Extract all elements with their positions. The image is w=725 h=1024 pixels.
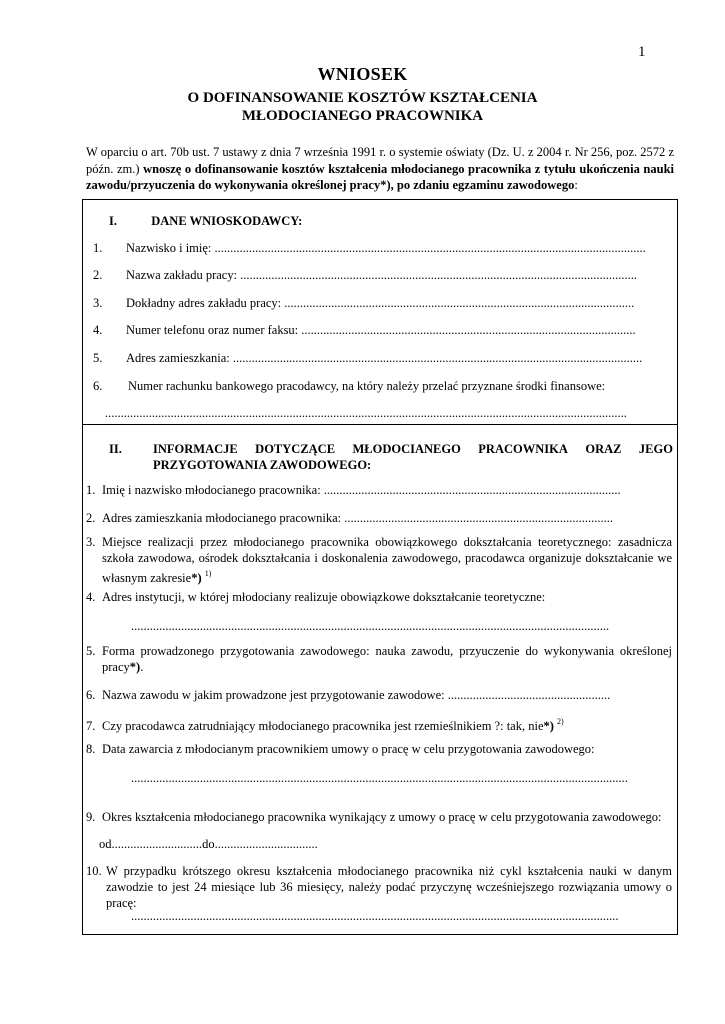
form-subtitle-line2: MŁODOCIANEGO PRACOWNIKA [241,108,484,124]
item-number: 2. [93,268,103,282]
training-form-text [102,643,672,675]
asterisk-mark: *) [191,571,202,585]
field-label: Adres instytucji, w której młodociany realizuje obowiązkowe dokształcanie teoretyczne: [102,590,546,604]
footnote-ref: 1) [204,569,212,578]
early-termination-field[interactable]: ............................................................................................................................................................ [131,909,619,923]
form-title: WNIOSEK [317,64,408,84]
item-number: 3. [86,535,96,549]
contract-date-field[interactable]: ............................................................................................................................................................... [131,771,628,785]
institution-address-label [86,589,545,605]
residence-address-field[interactable] [93,350,642,366]
intro-request: wnoszę o dofinansowanie kosztów kształcenia młodocianego pracownika z tytułu ukończenia nauki zawodu/przyuczenia do wykonywania określonej pracy*), po zdaniu egzaminu zawodowego [86,161,674,192]
section2-numeral: II. [109,442,122,456]
company-name-field[interactable] [93,267,637,283]
item-number: 1. [86,483,96,497]
intro-end: : [574,178,578,192]
field-label: Czy pracodawca zatrudniający młodocianego pracownika jest rzemieślnikiem ?: tak, nie [102,719,544,733]
item-number: 5. [86,644,96,658]
field-label: Imię i nazwisko młodocianego pracownika: ............................................................................................... [102,483,621,497]
item-number: 10. [86,864,102,878]
section2-heading-word: DOTYCZĄCE [255,442,336,456]
field-label: Adres zamieszkania młodocianego pracownika: ...................................................................................... [102,511,614,525]
page-number: 1 [638,44,646,60]
field-label: Okres kształcenia młodocianego pracownika wynikający z umowy o pracę w celu przygotowania zawodowego: [102,810,662,824]
intro-paragraph [86,144,674,194]
training-place-text [102,534,672,586]
profession-name-field[interactable] [86,687,610,703]
field-label: Miejsce realizacji przez młodocianego pracownika obowiązkowego dokształcania teoretycznego: zasadnicza szkoła zawodowa, ośrodek dokształcania i doskonalenia zawodowego, pracodawca organizuje dokształcanie we własnym zakresie [102,535,672,585]
section2-heading-word: INFORMACJE [153,442,238,456]
section2-heading [153,441,673,473]
young-worker-name-field[interactable] [86,482,621,498]
field-label: Forma prowadzonego przygotowania zawodowego: nauka zawodu, przyuczenie do wykonywania określonej pracy [102,644,672,674]
section1-numeral: I. [109,214,117,228]
item-number: 4. [86,590,96,604]
intro-legal-basis: W oparciu o art. 70b ust. 7 ustawy z dnia 7 września 1991 r. o systemie oświaty (Dz. U. z 2004 r. Nr 256, poz. 2572 z późn. zm.) [86,145,674,176]
section-applicant-data [82,199,678,425]
footnote-ref: 2) [557,717,564,726]
item-end: . [140,660,144,674]
phone-fax-field[interactable] [93,322,636,338]
bank-account-field[interactable]: ....................................................................................................................................................................... [105,406,627,420]
form-subtitle-line1: O DOFINANSOWANIE KOSZTÓW KSZTAŁCENIA [187,90,538,106]
field-label: Nazwa zawodu w jakim prowadzone jest przygotowanie zawodowe: .................................................... [102,688,611,702]
bank-account-label [93,378,605,394]
field-label: Nazwa zakładu pracy: ............................................................................................................................... [126,268,638,282]
item-number: 3. [93,296,103,310]
field-label: Nazwisko i imię: .......................................................................................................................................... [126,241,646,255]
item-number: 8. [86,742,96,756]
training-period-label [86,809,662,825]
contract-date-label [86,741,595,757]
craftsman-question[interactable] [86,714,564,734]
item-number: 2. [86,511,96,525]
section2-heading-word: PRACOWNIKA [478,442,568,456]
section1-heading [109,213,302,229]
section2-heading-word: ORAZ [585,442,622,456]
section1-title: DANE WNIOSKODAWCY: [151,214,303,228]
applicant-name-field[interactable] [93,240,646,256]
field-label: Numer rachunku bankowego pracodawcy, na który należy przelać przyznane środki finansowe: [128,379,606,393]
field-label: Adres zamieszkania: ................................................................................................................................... [126,351,643,365]
item-number: 6. [86,688,96,702]
section2-heading-line2: PRZYGOTOWANIA ZAWODOWEGO: [153,458,372,472]
institution-address-field[interactable]: ......................................................................................................................................................... [131,619,610,633]
section2-heading-word: MŁODOCIANEGO [352,442,461,456]
asterisk-mark: *) [129,660,141,674]
field-label: Dokładny adres zakładu pracy: ................................................................................................................ [126,296,635,310]
item-number: 7. [86,719,96,733]
young-worker-address-field[interactable] [86,510,613,526]
section2-heading-word: JEGO [638,442,673,456]
field-label: Numer telefonu oraz numer faksu: ........................................................................................................... [126,323,636,337]
early-termination-text: W przypadku krótszego okresu kształcenia młodocianego pracownika niż cykl kształcenia nauki w danym zawodzie to jest 24 miesiące lub 36 miesięcy, należy podać przyczynę wcześniejszego rozwiązania umowy o pracę: [106,864,672,910]
item-number: 1. [93,241,103,255]
company-address-field[interactable] [93,295,634,311]
item-number: 4. [93,323,103,337]
item-number: 6. [93,379,103,393]
training-period-field[interactable]: od.............................do................................. [99,837,318,851]
field-label: Data zawarcia z młodocianym pracownikiem umowy o pracę w celu przygotowania zawodowego: [102,742,595,756]
asterisk-mark: *) [543,719,554,733]
item-number: 9. [86,810,96,824]
item-number: 5. [93,351,103,365]
section-young-worker-info [82,424,678,935]
